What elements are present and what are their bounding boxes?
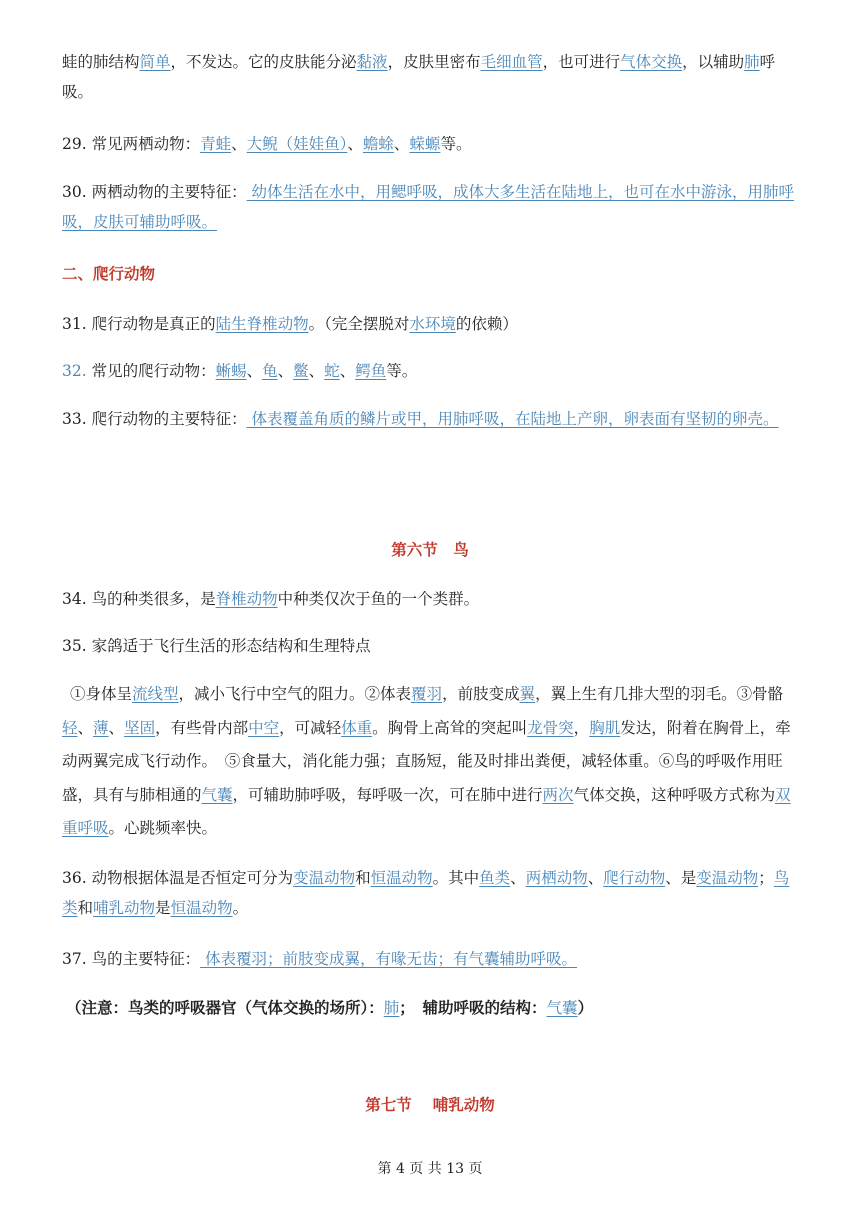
item-33 [62,404,802,434]
answer-blank: 简单 [139,53,171,71]
text: ①身体呈 [70,685,133,703]
answer-blank: 蟾蜍 [362,135,394,153]
answer-blank: 两次 [542,785,574,804]
text: 36. 动物根据体温是否恒定可分为 [62,869,294,887]
text: ； 辅助呼吸的结构： [399,998,547,1017]
answer-blank: 恒温动物 [370,869,433,887]
answer-blank: 水环境 [409,315,456,333]
item-29 [62,129,802,159]
page-footer: 第 4 页 共 13 页 [377,1161,483,1177]
text: ） [577,998,594,1017]
answer-blank: 翼 [519,685,536,703]
text: 等。 [386,362,418,380]
answer-blank: 脊椎动物 [215,590,278,608]
separator: 、 [339,362,356,380]
text: ，可减轻 [279,718,342,737]
separator: 、 [587,869,604,887]
answer-blank: 肺 [383,999,400,1017]
answer-blank: 恒温动物 [170,899,233,917]
text: 30. 两栖动物的主要特征： [62,183,247,201]
separator: 、 [393,135,410,153]
separator: 、 [308,362,325,380]
answer-blank: 体重 [341,718,373,737]
answer-blank: 体表覆羽；前肢变成翼，有喙无齿；有气囊辅助呼吸。 [200,950,578,968]
answer-blank: 两栖动物 [525,869,588,887]
answer-blank: 黏液 [356,53,388,71]
text: 37. 鸟的主要特征： [62,950,201,968]
answer-blank: 轻 [62,718,78,737]
answer-blank: 流线型 [132,685,179,703]
text: 是 [155,899,171,917]
answer-blank: 龙骨突 [527,718,574,737]
text: 呼吸。 [62,53,776,101]
text: ； [758,869,774,887]
text: 和 [355,869,371,887]
section-heading-mammals: 第七节 哺乳动物 [365,1095,495,1114]
text: 和 [77,899,94,917]
text: 。 [232,899,249,917]
separator: 、 [77,718,94,737]
answer-blank: 变温动物 [293,869,356,887]
text: 。（完全摆脱对 [308,315,410,333]
text: ，前肢变成 [442,685,520,703]
section-heading-reptiles: 二、爬行动物 [62,264,156,283]
text: ，有些骨内部 [155,718,249,737]
answer-blank: 胸肌 [589,718,621,737]
separator: 、 [277,362,294,380]
answer-blank: 鳄鱼 [355,362,387,380]
text: ，可辅助肺呼吸，每呼吸一次，可在肺中进行 [232,785,543,804]
item-30 [62,177,802,237]
item-37 [62,944,802,974]
text: （注意：鸟类的呼吸器官（气体交换的场所）： [66,998,384,1017]
text: 蛙的肺结构 [62,53,140,71]
text: 的依赖） [455,315,518,333]
answer-blank: 体表覆盖角质的鳞片或甲，用肺呼吸，在陆地上产卵，卵表面有坚韧的卵壳。 [246,410,779,428]
answer-blank: 肺 [744,53,760,71]
item-31 [62,309,802,339]
text: 气体交换，这种呼吸方式称为 [573,785,776,804]
item-35-details [62,678,802,846]
answer-blank: 双重呼吸 [62,785,791,837]
separator: 、 [231,135,247,153]
answer-blank: 蝾螈 [409,135,441,153]
text: 29. 常见两栖动物： [62,135,201,153]
answer-blank: 鳖 [293,362,309,380]
item-36 [62,863,802,923]
separator: 、 [108,718,125,737]
answer-blank: 毛细血管 [480,53,543,71]
answer-blank: 薄 [93,718,109,737]
text: ，也可进行 [542,53,621,71]
answer-blank: 龟 [262,362,278,380]
text: 常见的爬行动物： [86,362,216,380]
answer-blank: 哺乳动物 [93,899,156,917]
text: 。心跳频率快。 [108,819,218,837]
item-32 [62,356,802,386]
answer-blank: 幼体生活在水中，用鳃呼吸，成体大多生活在陆地上，也可在水中游泳，用肺呼吸，皮肤可辅助呼吸。 [62,183,795,231]
answer-blank: 气囊 [546,999,578,1017]
answer-blank: 蛇 [324,362,340,380]
section-heading-birds: 第六节 鸟 [391,540,469,559]
text: 。其中 [432,869,480,887]
answer-blank: 鱼类 [479,869,511,887]
text: 33. 爬行动物的主要特征： [62,410,247,428]
paragraph-28-continued [62,47,802,107]
answer-blank: 蜥蜴 [215,362,247,380]
answer-blank: 大鲵（娃娃鱼） [246,135,348,153]
answer-blank: 变温动物 [696,869,759,887]
text: ，不发达。它的皮肤能分泌 [170,53,357,71]
separator: 、 [347,135,363,153]
text: 、是 [665,869,697,887]
answer-blank: 气囊 [201,785,233,804]
text: ，减小飞行中空气的阻力。②体表 [178,685,412,703]
answer-blank: 陆生脊椎动物 [215,315,309,333]
text: ，皮肤里密布 [387,53,481,71]
text: 发达，附着在胸骨上，牵动两翼完成飞行动作。 ⑤食量大，消化能力强；直肠短，能及时排出粪便，减轻体重。⑥鸟的呼吸作用旺盛，具有与肺相通的 [62,718,791,804]
answer-blank: 覆羽 [411,685,443,703]
answer-blank: 气体交换 [620,53,683,71]
text: ，翼上生有几排大型的羽毛。③骨骼 [535,685,784,703]
answer-blank: 青蛙 [200,135,232,153]
text: 31. 爬行动物是真正的 [62,315,216,333]
answer-blank: 鸟类 [62,869,790,917]
text: 34. 鸟的种类很多，是 [62,590,216,608]
answer-blank: 中空 [248,718,280,737]
separator: ， [573,718,590,737]
separator: 、 [510,869,526,887]
text: 。胸骨上高耸的突起叫 [372,718,528,737]
note-respiration [66,993,806,1023]
text: 等。 [440,135,472,153]
item-number: 32. [62,362,87,380]
item-35: 35. 家鸽适于飞行生活的形态结构和生理特点 [62,637,371,655]
answer-blank: 爬行动物 [603,869,666,887]
text: 中种类仅次于鱼的一个类群。 [277,590,480,608]
separator: 、 [246,362,263,380]
answer-blank: 坚固 [124,718,156,737]
item-34 [62,584,802,614]
text: ，以辅助 [682,53,745,71]
